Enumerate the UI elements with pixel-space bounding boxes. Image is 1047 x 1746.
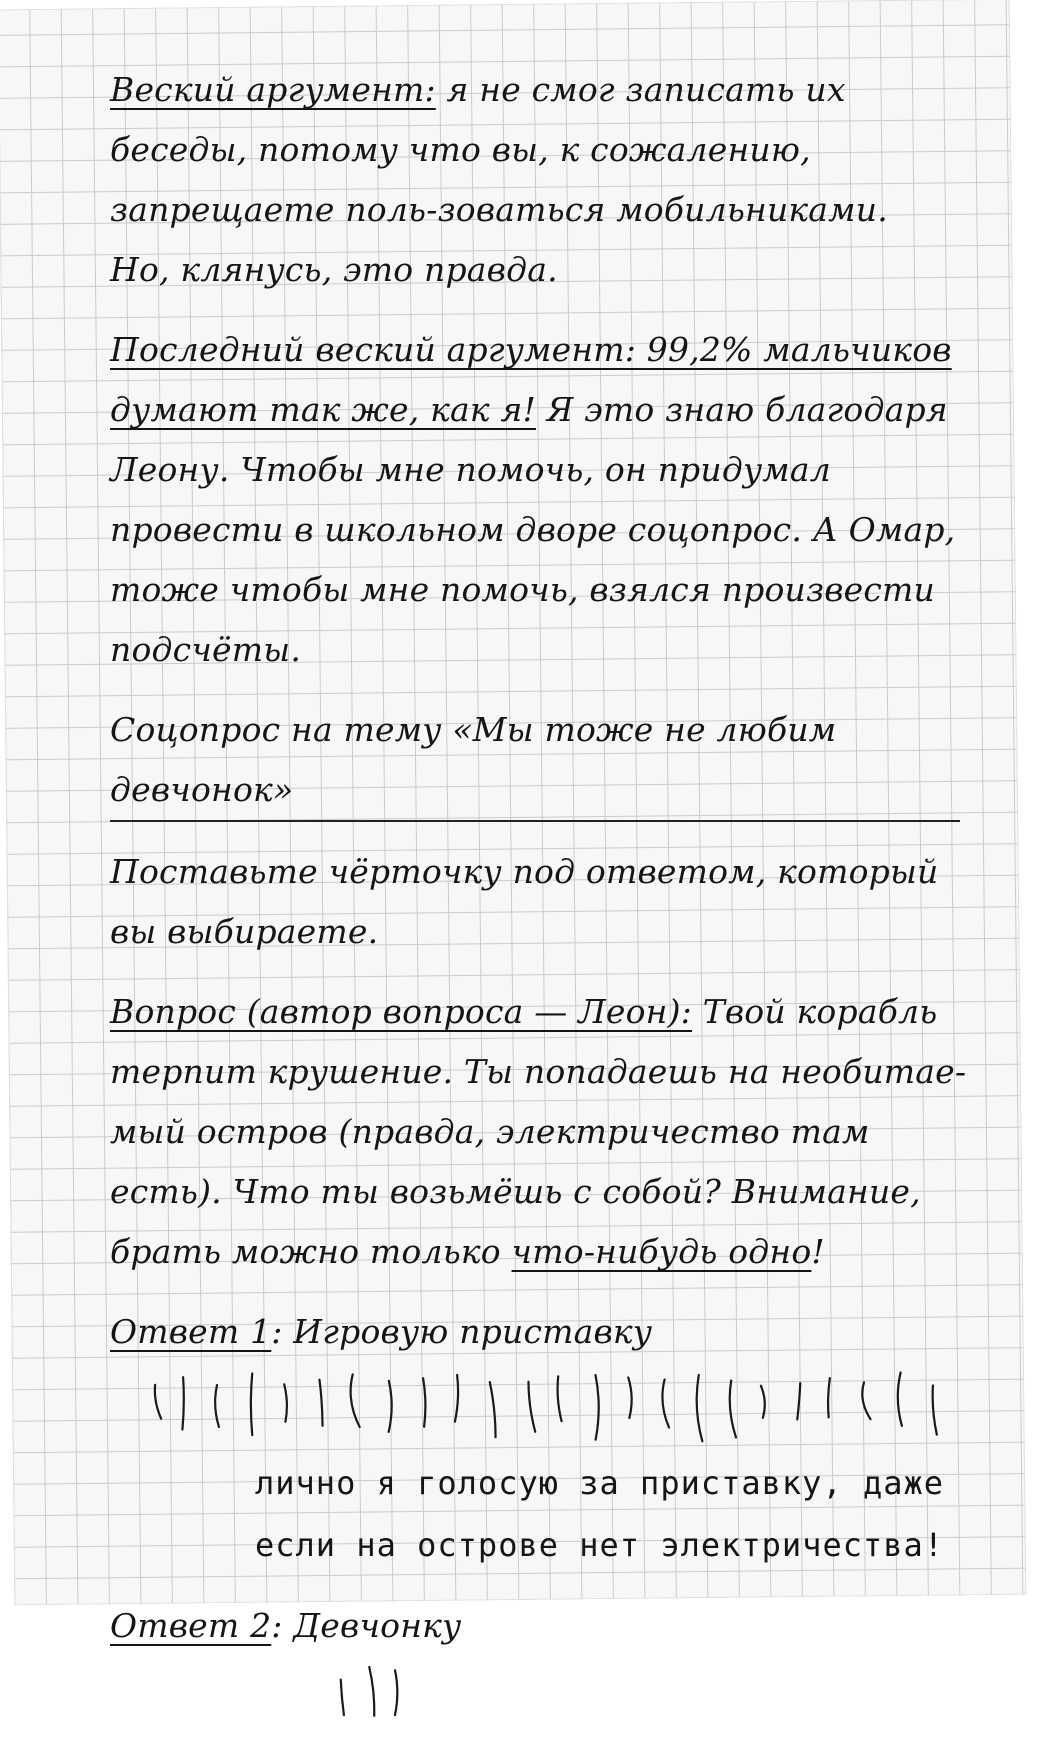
tally-stroke (369, 1667, 374, 1716)
tally-stroke (351, 1374, 360, 1427)
survey-instruction: Поставьте чёрточку под ответом, который вы выбираете. (110, 852, 939, 951)
tally-stroke (319, 1380, 322, 1426)
answer-1-label: Ответ 1 (110, 1312, 272, 1351)
argument-2-text: Я это знаю благодаря Леону. Чтобы мне помочь, он придумал провести в школьном дворе соцопрос. А Омар, тоже чтобы мне помочь, взялся произвести подсчёты. (110, 390, 956, 669)
answer-1-colon: : (271, 1312, 283, 1351)
tally-stroke (898, 1373, 902, 1426)
survey-title-text: Соцопрос на тему «Мы тоже не любим девчонок» (110, 700, 960, 822)
answer-1-tally-marks (110, 1362, 990, 1452)
tally-stroke (251, 1373, 252, 1435)
answer-1-note: лично я голосую за приставку, даже если на острове нет электричества! (255, 1464, 945, 1564)
argument-2-label: Последний веский аргумент: 99,2% мальчиков думают так же, как я! (110, 330, 952, 429)
tally-stroke (155, 1385, 161, 1419)
argument-2 (110, 320, 990, 680)
tally-stroke (423, 1378, 425, 1426)
answer-2 (110, 1596, 990, 1656)
answer-2-tally-marks (110, 1656, 990, 1746)
tally-stroke (528, 1382, 535, 1432)
tally-stroke (662, 1380, 669, 1428)
tally-stroke (490, 1382, 496, 1437)
answer-1-text: Игровую приставку (282, 1312, 653, 1351)
answer-1-tally (110, 1362, 990, 1452)
answer-2-text: Девчонку (282, 1606, 462, 1645)
answer-2-label: Ответ 2 (110, 1606, 272, 1645)
tally-stroke (697, 1375, 703, 1441)
argument-1-text: я не смог записать их беседы, потому что вы, к сожалению, запрещаете поль-зоваться мобильниками. (110, 70, 888, 229)
tally-stroke (284, 1384, 287, 1421)
question (110, 982, 990, 1282)
question-text: Твой корабль терпит крушение. Ты попадаешь на необитае-мый остров (правда, электричество там есть). Что ты возьмёшь с собой? Внимание, брать можно только (110, 992, 967, 1271)
tally-stroke (341, 1680, 344, 1715)
survey-title (110, 700, 990, 822)
question-end: ! (811, 1232, 825, 1271)
tally-stroke (395, 1670, 397, 1715)
argument-1-label: Веский аргумент: (110, 70, 436, 109)
answer-1 (110, 1302, 990, 1362)
tally-stroke (730, 1381, 736, 1438)
tally-stroke (182, 1377, 183, 1429)
tally-stroke (628, 1377, 631, 1418)
argument-1-line2: Но, клянусь, это правда. (110, 250, 558, 289)
answer-2-colon: : (271, 1606, 283, 1645)
tally-stroke (828, 1378, 830, 1417)
tally-stroke (389, 1381, 392, 1432)
argument-1 (110, 60, 990, 240)
tally-stroke (761, 1386, 765, 1418)
handwritten-text (110, 60, 990, 1746)
question-label: Вопрос (автор вопроса — Леон): (110, 992, 692, 1031)
answer-2-tally (110, 1656, 990, 1746)
tally-stroke (862, 1382, 870, 1419)
tally-stroke (558, 1376, 562, 1421)
tally-stroke (595, 1375, 598, 1440)
tally-stroke (455, 1375, 458, 1422)
tally-stroke (797, 1383, 800, 1419)
question-emphasis: что-нибудь одно (511, 1232, 812, 1271)
tally-stroke (215, 1385, 219, 1427)
tally-stroke (933, 1385, 937, 1434)
